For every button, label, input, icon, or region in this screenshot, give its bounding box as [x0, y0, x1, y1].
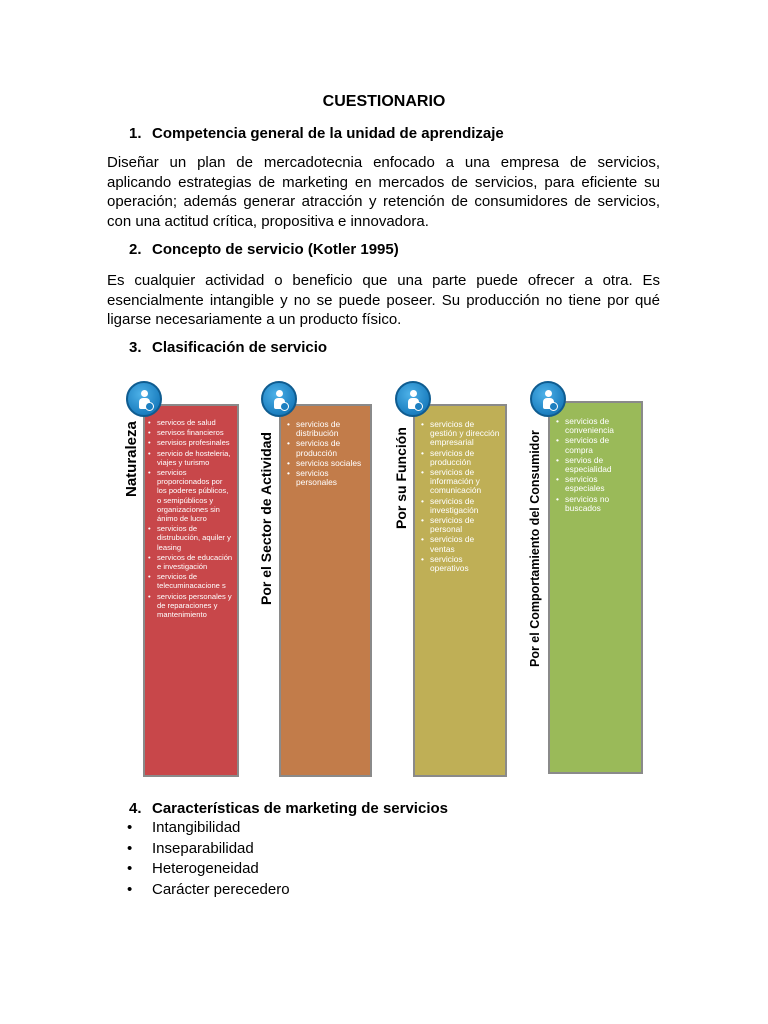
section-number: 4.	[129, 800, 142, 817]
person-icon	[126, 381, 162, 417]
paragraph-line: aplicando estrategias de marketing en mercados de servicios, para eficiente su	[107, 173, 660, 191]
section-2-paragraph	[107, 271, 660, 330]
paragraph-line: con una actitud crítica, propositiva e innovadora.	[107, 212, 429, 230]
list-item: • servicios de investigación	[421, 497, 501, 515]
list-item: • servicios sociales	[287, 459, 366, 468]
section-number: 3.	[129, 339, 142, 356]
section-1-paragraph	[107, 153, 660, 231]
list-item: • Inseparabilidad	[127, 839, 290, 860]
column-items	[145, 406, 237, 619]
list-item: • servicios de producción	[287, 439, 366, 457]
paragraph-line: Es cualquier actividad o beneficio que una parte puede ofrecer a otra. Es	[107, 272, 660, 289]
person-icon	[530, 381, 566, 417]
list-item: • servicio de hosteleria, viajes y turismo	[148, 449, 234, 467]
column-comportamiento-consumidor	[548, 401, 643, 774]
column-items	[550, 403, 641, 513]
list-item: • Heterogeneidad	[127, 859, 290, 880]
list-item: • servicios no buscados	[556, 495, 637, 513]
column-label: Por el Comportamiento del Consumidor	[528, 430, 542, 667]
column-items	[281, 406, 370, 487]
section-title: Competencia general de la unidad de aprendizaje	[152, 125, 504, 142]
list-item: • servicios de gestión y dirección empresarial	[421, 420, 501, 448]
section-3-heading	[129, 339, 327, 356]
column-label: Por su Función	[393, 427, 409, 529]
section-4-heading	[129, 800, 448, 817]
list-item: • servicios proporcionados por los poderes públicos, o semipúblicos y organizaciones sin ánimo de lucro	[148, 468, 234, 523]
list-item: • servicios de telecuminacacione s	[148, 572, 234, 590]
list-item: • servisos financieros	[148, 428, 234, 437]
characteristics-list	[127, 818, 290, 900]
column-label: Por el Sector de Actividad	[258, 432, 274, 605]
paragraph-line: operación; además generar atracción y retención de consumidores de servicios,	[107, 193, 660, 211]
list-item: • Intangibilidad	[127, 818, 290, 839]
list-item: • servicios de personal	[421, 516, 501, 534]
section-1-heading	[129, 125, 504, 142]
list-item: • servicios especiales	[556, 475, 637, 493]
page-title: CUESTIONARIO	[322, 93, 446, 110]
list-item: • servicios de compra	[556, 436, 637, 454]
paragraph-line: Diseñar un plan de mercadotecnia enfocado a una empresa de servicios,	[107, 154, 660, 171]
list-item: • servicios de conveniencia	[556, 417, 637, 435]
list-item: • Carácter perecedero	[127, 880, 290, 901]
column-funcion	[413, 404, 507, 777]
list-item: • servicos de educación e investigación	[148, 553, 234, 571]
list-item: • servicios de información y comunicación	[421, 468, 501, 496]
section-title: Características de marketing de servicios	[152, 800, 448, 817]
list-item: • servisios profesinales	[148, 438, 234, 447]
paragraph-line: esencialmente intangible y no se puede poseer. Su producción no tiene por qué	[107, 291, 660, 309]
section-number: 1.	[129, 125, 142, 142]
paragraph-line: ligarse necesariamente a un producto físico.	[107, 311, 402, 329]
list-item: • servicos de salud	[148, 418, 234, 427]
list-item: • servicios de ventas	[421, 535, 501, 553]
section-2-heading	[129, 241, 399, 258]
column-items	[415, 406, 505, 573]
list-item: • servicios de distrubución, aquiler y leasing	[148, 524, 234, 552]
list-item: • servicios personales	[287, 469, 366, 487]
column-sector-actividad	[279, 404, 372, 777]
column-naturaleza	[143, 404, 239, 777]
list-item: • servicios operativos	[421, 555, 501, 573]
list-item: • servicios personales y de reparaciones y mantenimiento	[148, 592, 234, 620]
list-item: • servicios de producción	[421, 449, 501, 467]
section-title: Clasificación de servicio	[152, 339, 328, 356]
section-title: Concepto de servicio (Kotler 1995)	[152, 241, 399, 258]
list-item: • servicios de distribución	[287, 420, 366, 438]
column-label: Naturaleza	[123, 421, 140, 497]
person-icon	[261, 381, 297, 417]
person-icon	[395, 381, 431, 417]
list-item: • servios de especialidad	[556, 456, 637, 474]
section-number: 2.	[129, 241, 142, 258]
